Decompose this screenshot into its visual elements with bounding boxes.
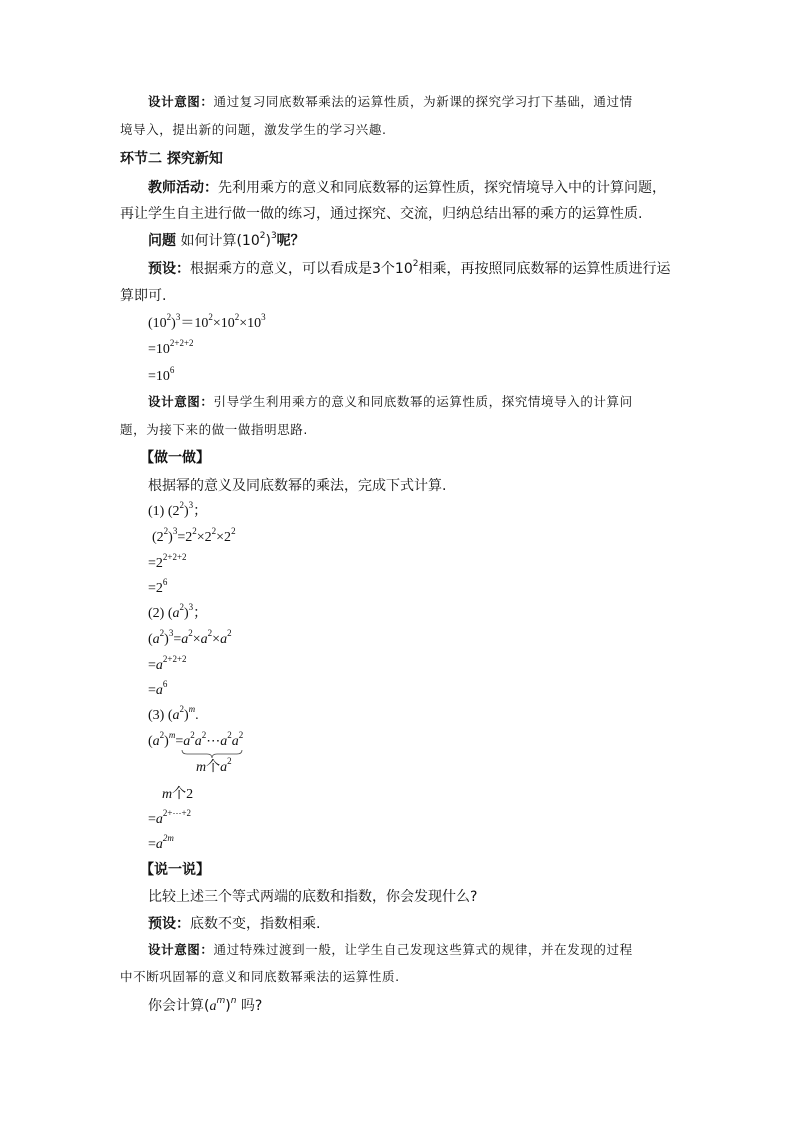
- question-label: 问题: [148, 233, 176, 249]
- teacher-activity-label: 教师活动：: [148, 180, 218, 196]
- design-intent-label: 设计意图：: [148, 394, 214, 409]
- design-intent-2-cont: 题，为接下来的做一做指明思路.: [120, 422, 308, 437]
- ex3-note: m个2: [162, 787, 194, 802]
- design-intent-1-cont: 境导入，提出新的问题，激发学生的学习兴趣.: [120, 122, 387, 137]
- teacher-activity: [148, 181, 666, 195]
- design-intent-3-cont: 中不断巩固幂的意义和同底数幂乘法的运算性质.: [120, 969, 400, 984]
- ex2-line-2: $=a^{2+2+2}$: [148, 654, 187, 673]
- question: [148, 231, 305, 249]
- preset-1-cont: 算即可.: [120, 288, 167, 304]
- design-intent-text: 通过特殊过渡到一般，让学生自己发现这些算式的规律，并在发现的过程: [213, 942, 633, 957]
- preset-1: [148, 259, 671, 277]
- design-intent-text: 通过复习同底数幂乘法的运算性质，为新课的探究学习打下基础，通过情: [213, 94, 633, 109]
- calc-line-3: $=10^6$: [148, 365, 175, 384]
- preset-label: 预设：: [148, 261, 190, 277]
- ex2-head: (2) $(a^2)^3$；: [148, 602, 208, 621]
- ex3-head: (3) $(a^2)^m$.: [148, 704, 199, 723]
- design-intent-1: [148, 96, 633, 109]
- ex1-line-1: $(2^2)^3=2^2\times 2^2\times 2^2$: [152, 526, 236, 545]
- ex3-line-1: $(a^2)^m=a^2a^2\cdots a^2a^2$: [148, 730, 244, 749]
- do-it-text: 根据幂的意义及同底数幂的乘法，完成下式计算.: [148, 478, 447, 494]
- say-it-text: 比较上述三个等式两端的底数和指数，你会发现什么?: [148, 889, 478, 905]
- design-intent-3: [148, 944, 633, 957]
- design-intent-2: [148, 396, 633, 409]
- preset-2: [148, 917, 320, 931]
- ex3-line-3: $=a^{2m}$: [148, 833, 174, 852]
- underbrace: [181, 749, 243, 759]
- final-question: 你会计算$(a^m)^n$ 吗?: [148, 996, 263, 1014]
- design-intent-label: 设计意图：: [148, 942, 214, 957]
- ex1-line-3: $=2^6$: [148, 577, 168, 596]
- ex2-line-3: $=a^6$: [148, 679, 168, 698]
- ex2-line-1: $(a^2)^3=a^2\times a^2\times a^2$: [148, 628, 232, 647]
- teacher-activity-text: 先利用乘方的意义和同底数幂的运算性质，探究情境导入中的计算问题，: [218, 180, 666, 196]
- preset-label: 预设：: [148, 916, 190, 932]
- do-it-title: 【做一做】: [140, 450, 210, 466]
- section-title: 环节二 探究新知: [120, 151, 223, 167]
- ex1-head: (1) $(2^2)^3$；: [148, 500, 208, 519]
- say-it-title: 【说一说】: [140, 862, 210, 878]
- question-text: 如何计算$(10^2)^3$呢？: [180, 231, 305, 249]
- ex1-line-2: $=2^{2+2+2}$: [148, 552, 187, 571]
- teacher-activity-cont: 再让学生自主进行做一做的练习，通过探究、交流，归纳总结出幂的乘方的运算性质.: [120, 206, 643, 222]
- calc-line-1: $(10^2)^3=10^2\times 10^2\times 10^3$: [148, 312, 266, 331]
- preset-text: 底数不变，指数相乘.: [190, 916, 321, 932]
- design-intent-text: 引导学生利用乘方的意义和同底数幂的运算性质，探究情境导入的计算问: [213, 394, 633, 409]
- preset-text: 根据乘方的意义，可以看成是3个$10^2$相乘，再按照同底数幂的运算性质进行运: [190, 259, 671, 277]
- ex3-line-2: $=a^{2+\cdots+2}$: [148, 808, 192, 827]
- underbrace-label: m个$a^2$: [196, 756, 232, 775]
- design-intent-label: 设计意图：: [148, 94, 214, 109]
- calc-line-2: $=10^{2+2+2}$: [148, 338, 194, 357]
